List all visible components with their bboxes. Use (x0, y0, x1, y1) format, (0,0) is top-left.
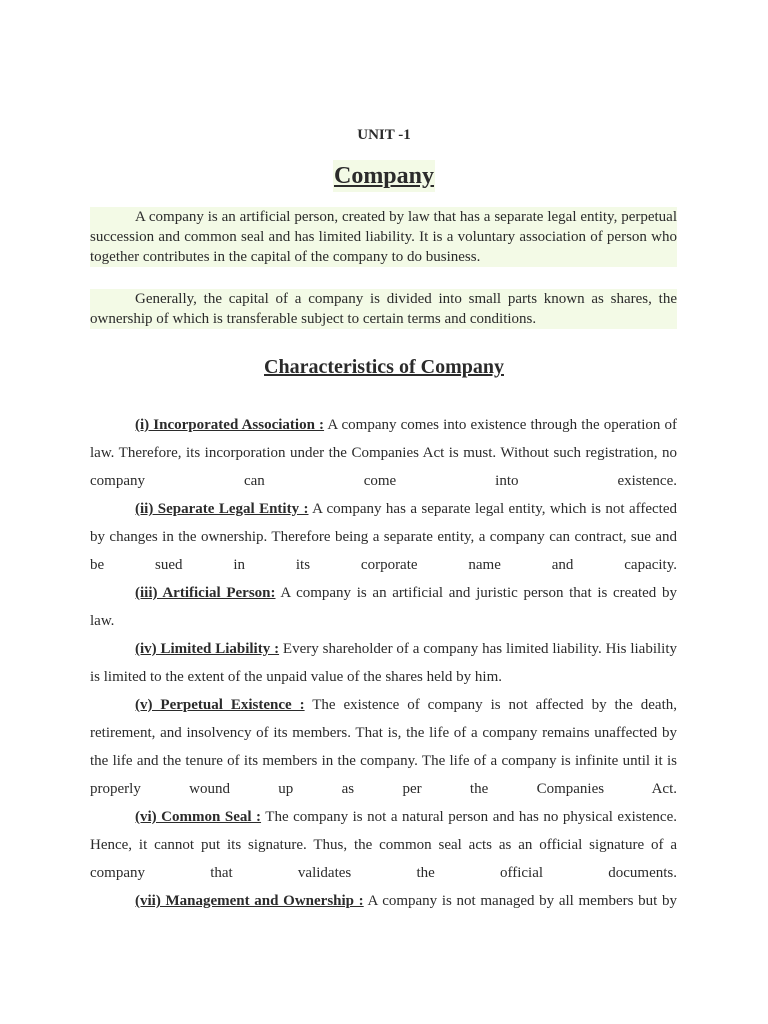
characteristics-list (90, 411, 677, 915)
characteristic-term: (v) Perpetual Existence : (135, 697, 305, 713)
list-item (90, 691, 677, 803)
intro-paragraph: Generally, the capital of a company is divided into small parts known as shares, the ownership of which is transferable subject to certain terms and conditions. (90, 291, 677, 327)
characteristic-text: A company comes into existence through the operation of law. Therefore, its incorporation under the Companies Act is must. Without such registration, no company can come into existence. (90, 417, 678, 489)
characteristic-text: A company has a separate legal entity, which is not affected by changes in the ownership. Therefore being a separate entity, a company can contract, sue and be sued in its corporate name and capacity. (90, 501, 677, 573)
intro-paragraph: A company is an artificial person, created by law that has a separate legal entity, perpetual succession and common seal and has limited liability. It is a voluntary association of person who together contributes in the capital of the company to do business. (90, 209, 677, 265)
list-item (90, 579, 677, 635)
characteristic-term: (vi) Common Seal : (135, 809, 262, 825)
list-item (90, 411, 677, 495)
characteristic-text: The existence of company is not affected by the death, retirement, and insolvency of its members. That is, the life of a company remains unaffected by the life and the tenure of its members in the company. The life of a company is infinite until it is properly wound up as per the Companies Act. (90, 697, 677, 797)
list-item (90, 495, 677, 579)
section-heading: Characteristics of Company (264, 356, 504, 378)
characteristic-term: (i) Incorporated Association : (135, 417, 325, 433)
list-item (90, 887, 677, 915)
characteristic-term: (vii) Management and Ownership : (135, 893, 364, 909)
characteristic-term: (iii) Artificial Person: (135, 585, 276, 601)
characteristic-text: A company is an artificial and juristic person that is created by law. (90, 585, 677, 629)
characteristic-term: (iv) Limited Liability : (135, 641, 280, 657)
characteristic-text: The company is not a natural person and has no physical existence. Hence, it cannot put its signature. Thus, the common seal acts as an official signature of a company that validates the official documents. (90, 809, 677, 881)
characteristic-term: (ii) Separate Legal Entity : (135, 501, 309, 517)
title-wrapper (0, 160, 768, 192)
list-item (90, 803, 677, 887)
page-title: Company (333, 160, 435, 192)
list-item (90, 635, 677, 691)
unit-label: UNIT -1 (357, 127, 411, 143)
characteristic-text: A company is not managed by all members but by (363, 893, 678, 909)
characteristic-text: Every shareholder of a company has limited liability. His liability is limited to the extent of the unpaid value of the shares held by him. (90, 641, 677, 685)
